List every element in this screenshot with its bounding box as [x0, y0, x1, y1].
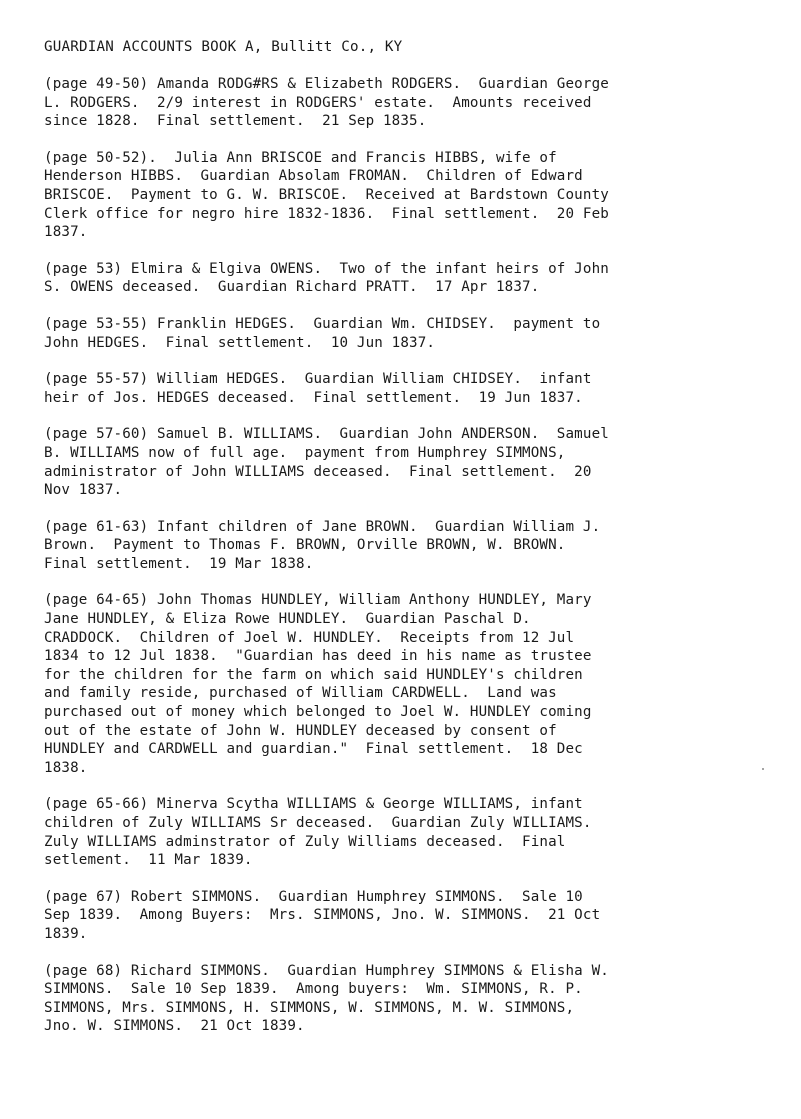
- record-text-line: administrator of John WILLIAMS deceased. Final settlement. 20: [44, 463, 592, 480]
- record-entry: [44, 370, 774, 407]
- record-text-line: SIMMONS, Mrs. SIMMONS, H. SIMMONS, W. SIMMONS, M. W. SIMMONS,: [44, 999, 575, 1016]
- record-text-line: (page 53) Elmira & Elgiva OWENS. Two of the infant heirs of John: [44, 260, 609, 277]
- document-page: [44, 38, 774, 1054]
- record-text-line: (page 67) Robert SIMMONS. Guardian Humphrey SIMMONS. Sale 10: [44, 888, 583, 905]
- record-text-line: Henderson HIBBS. Guardian Absolam FROMAN. Children of Edward: [44, 168, 583, 185]
- record-text-line: HUNDLEY and CARDWELL and guardian." Final settlement. 18 Dec: [44, 741, 583, 758]
- record-text-line: since 1828. Final settlement. 21 Sep 1835.: [44, 113, 427, 130]
- record-text-line: purchased out of money which belonged to Joel W. HUNDLEY coming: [44, 704, 592, 721]
- record-text-line: Zuly WILLIAMS adminstrator of Zuly Williams deceased. Final: [44, 833, 566, 850]
- record-text-line: (page 61-63) Infant children of Jane BROWN. Guardian William J.: [44, 518, 601, 535]
- record-text-line: Final settlement. 19 Mar 1838.: [44, 555, 314, 572]
- record-entry: [44, 425, 774, 499]
- record-text-line: (page 57-60) Samuel B. WILLIAMS. Guardian John ANDERSON. Samuel: [44, 426, 609, 443]
- record-text-line: L. RODGERS. 2/9 interest in RODGERS' estate. Amounts received: [44, 94, 592, 111]
- record-text-line: S. OWENS deceased. Guardian Richard PRATT. 17 Apr 1837.: [44, 279, 540, 296]
- record-text-line: 1834 to 12 Jul 1838. "Guardian has deed in his name as trustee: [44, 648, 592, 665]
- record-entry: [44, 518, 774, 574]
- record-text-line: and family reside, purchased of William CARDWELL. Land was: [44, 685, 557, 702]
- record-text-line: out of the estate of John W. HUNDLEY deceased by consent of: [44, 722, 557, 739]
- record-text-line: Clerk office for negro hire 1832-1836. Final settlement. 20 Feb: [44, 205, 609, 222]
- record-text-line: Nov 1837.: [44, 482, 123, 499]
- record-text-line: John HEDGES. Final settlement. 10 Jun 1837.: [44, 334, 436, 351]
- record-entry: [44, 149, 774, 242]
- record-text-line: (page 68) Richard SIMMONS. Guardian Humphrey SIMMONS & Elisha W.: [44, 962, 609, 979]
- record-entry: [44, 795, 774, 869]
- record-text-line: setlement. 11 Mar 1839.: [44, 852, 253, 869]
- record-entry: [44, 260, 774, 297]
- record-text-line: (page 53-55) Franklin HEDGES. Guardian Wm. CHIDSEY. payment to: [44, 315, 601, 332]
- record-text-line: 1839.: [44, 925, 88, 942]
- record-text-line: Brown. Payment to Thomas F. BROWN, Orville BROWN, W. BROWN.: [44, 537, 566, 554]
- record-text-line: (page 49-50) Amanda RODG#RS & Elizabeth RODGERS. Guardian George: [44, 76, 609, 92]
- record-text-line: 1838.: [44, 759, 88, 776]
- scan-speck: [762, 768, 764, 770]
- record-text-line: Jno. W. SIMMONS. 21 Oct 1839.: [44, 1018, 305, 1035]
- record-text-line: 1837.: [44, 224, 88, 241]
- record-text-line: heir of Jos. HEDGES deceased. Final settlement. 19 Jun 1837.: [44, 389, 583, 406]
- record-text-line: (page 55-57) William HEDGES. Guardian William CHIDSEY. infant: [44, 371, 592, 388]
- record-entry: [44, 962, 774, 1036]
- record-text-line: (page 50-52). Julia Ann BRISCOE and Francis HIBBS, wife of: [44, 149, 557, 166]
- record-entry: [44, 591, 774, 777]
- record-text-line: B. WILLIAMS now of full age. payment from Humphrey SIMMONS,: [44, 444, 566, 461]
- record-text-line: Jane HUNDLEY, & Eliza Rowe HUNDLEY. Guardian Paschal D.: [44, 611, 531, 628]
- record-text-line: for the children for the farm on which said HUNDLEY's children: [44, 666, 583, 683]
- record-entry: [44, 75, 774, 131]
- record-text-line: BRISCOE. Payment to G. W. BRISCOE. Received at Bardstown County: [44, 186, 609, 203]
- record-text-line: (page 65-66) Minerva Scytha WILLIAMS & George WILLIAMS, infant: [44, 796, 583, 813]
- record-entry: [44, 315, 774, 352]
- record-text-line: (page 64-65) John Thomas HUNDLEY, William Anthony HUNDLEY, Mary: [44, 592, 592, 609]
- record-entry: [44, 888, 774, 944]
- record-text-line: children of Zuly WILLIAMS Sr deceased. Guardian Zuly WILLIAMS.: [44, 815, 592, 831]
- record-text-line: SIMMONS. Sale 10 Sep 1839. Among buyers: Wm. SIMMONS, R. P.: [44, 981, 583, 998]
- entries-list: [44, 75, 774, 1036]
- document-title: GUARDIAN ACCOUNTS BOOK A, Bullitt Co., KY: [44, 39, 403, 55]
- record-text-line: Sep 1839. Among Buyers: Mrs. SIMMONS, Jno. W. SIMMONS. 21 Oct: [44, 907, 601, 924]
- record-text-line: CRADDOCK. Children of Joel W. HUNDLEY. Receipts from 12 Jul: [44, 629, 575, 646]
